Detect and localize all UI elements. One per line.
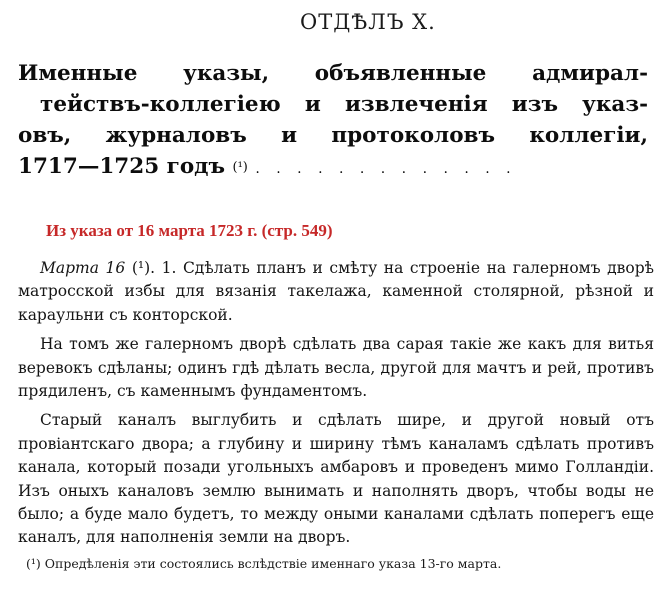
title-footnote-ref: (¹): [232, 160, 248, 175]
paragraph-1-text: (¹). 1. Сдѣлать планъ и смѣту на строеніе на галерномъ дворѣ матросской избы для вязанія такелажа, каменной столярной, рѣзной и караульни съ конторской.: [18, 259, 655, 324]
title-line-4: [18, 151, 648, 182]
document-title: [18, 58, 648, 182]
title-line-2: тействъ-коллегіею и извлеченія изъ указ-: [40, 92, 648, 117]
footnote: (¹) Опредѣленія эти состоялись вслѣдствіе именнаго указа 13-го марта.: [26, 556, 502, 571]
paragraph-2: На томъ же галерномъ дворѣ сдѣлать два сарая такіе же какъ для витья веревокъ сдѣланы; одинъ гдѣ дѣлать весла, другой для мачтъ и рей, противъ прядиленъ, съ каменнымъ фундаментомъ.: [18, 335, 654, 401]
body-text: [18, 257, 654, 556]
paragraph-1: [18, 257, 654, 327]
paragraph-3: Старый каналъ выглубить и сдѣлать шире, и другой новый отъ провіантскаго двора; а глубину и ширину тѣмъ каналамъ сдѣлать противъ канала, который позади угольныхъ амбаровъ и проведенъ мимо Голландіи. Изъ оныхъ каналовъ землю вынимать и наполнять дворъ, чтобы воды не было; а буде мало будетъ, то между оными каналами сдѣлать поперегъ еще каналъ, для наполненія земли на дворъ.: [18, 411, 654, 547]
title-leader-dots: . . . . . . . . . . . . .: [255, 161, 517, 177]
title-line-1: Именные указы, объявленные адмирал-: [18, 61, 648, 86]
title-years: 1717—1725 годъ: [18, 154, 226, 179]
excerpt-caption: Из указа от 16 марта 1723 г. (стр. 549): [46, 221, 333, 240]
section-heading: ОТДѢЛЪ X.: [300, 10, 436, 34]
paragraph-1-date: Марта 16: [40, 259, 126, 277]
title-line-3: овъ, журналовъ и протоколовъ коллегіи,: [18, 123, 648, 148]
